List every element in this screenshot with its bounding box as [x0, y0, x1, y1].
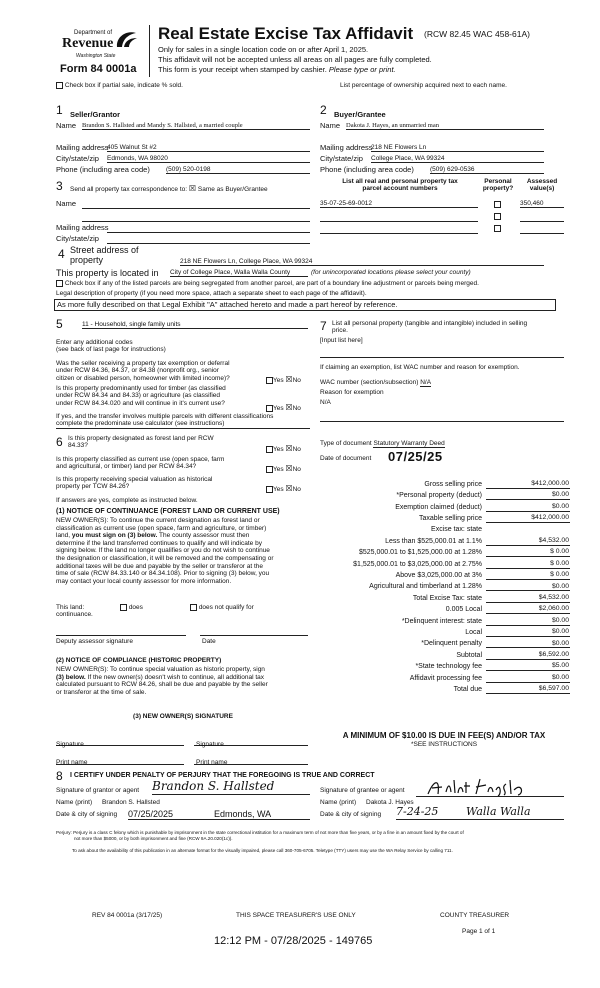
owner-print-label-2: Print name — [196, 759, 228, 766]
tax-row-value[interactable]: $0.00 — [486, 503, 570, 512]
grantor-date-label: Date & city of signing — [56, 811, 118, 818]
predominant-use-note: If yes, and the transfer involves multiple parcels with different classifications complete the predominate use calculator (see instructions) — [56, 413, 310, 429]
deputy-signature-label: Deputy assessor signature — [56, 638, 133, 645]
tax-row-value[interactable]: $0.00 — [486, 617, 570, 626]
section-7-number: 7 — [320, 319, 327, 333]
parcel-number-field-3[interactable] — [320, 225, 478, 234]
tax-row-label: Gross selling price — [424, 480, 482, 488]
tax-row-value[interactable]: $ 0.00 — [486, 571, 570, 580]
grantee-date-field[interactable]: 7-24-25 — [396, 806, 456, 820]
ownership-pct-note: List percentage of ownership acquired next to each name. — [340, 82, 507, 89]
tax-row — [320, 503, 570, 512]
segregation-row: Check box if any of the listed parcels are being segregated from another parcel, are part of a boundary line adjustment or parcels being merged. — [56, 280, 556, 288]
continuance-text: NEW OWNER(S): To continue the current designation as forest land or classification as current use (open space, farm and agriculture, or timber) land, you must sign on (3) below. The county assessor must then determine if the land transferred continues to qualify and will indicate by signing below. If the land no longer qualifies or you do not wish to continue the designation or classification, it will be removed and the compensating or additional taxes will be due and payable by the seller or transferor at the time of sale (RCW 84.33.140 or 84.34.108). Prior to signing (3) below, you may contact your local county assessor for more information. — [56, 517, 274, 585]
tax-row — [320, 605, 570, 614]
tax-row-value[interactable]: $ 0.00 — [486, 548, 570, 557]
seller-city-label: City/state/zip — [56, 154, 99, 163]
dept-label: Department of — [74, 30, 113, 36]
header-line-2: This affidavit will not be accepted unless all areas on all pages are fully completed. — [158, 55, 432, 64]
assessed-value-field-3[interactable] — [520, 225, 564, 234]
certification-statement: I CERTIFY UNDER PENALTY OF PERJURY THAT THE FOREGOING IS TRUE AND CORRECT — [70, 772, 375, 779]
seller-mail-label: Mailing address — [56, 143, 109, 152]
tax-row — [320, 480, 570, 489]
exemption-claim-label: If claiming an exemption, list WAC number and reason for exemption. — [320, 364, 520, 371]
tax-row-label: Subtotal — [456, 651, 482, 659]
tax-row-value[interactable]: $ 0.00 — [486, 560, 570, 569]
header-line-3: This form is your receipt when stamped by cashier. Please type or print. — [158, 65, 396, 74]
exemption-question: Was the seller receiving a property tax exemption or deferral under RCW 84.36, 84.37, or 84.38 (nonprofit org., senior citizen or disabled person, homeowner with limited income)? — [56, 360, 230, 382]
tax-row — [320, 685, 570, 694]
tax-row-label: *Delinquent penalty — [421, 640, 482, 648]
tax-row — [320, 674, 570, 683]
tax-row — [320, 662, 570, 671]
page-number: Page 1 of 1 — [462, 928, 496, 935]
exemption-yes-checkbox[interactable] — [266, 377, 273, 384]
tax-row — [320, 651, 570, 660]
tax-row-label: Taxable selling price — [418, 514, 482, 522]
does-option: does — [120, 604, 143, 612]
owner-print-label-1: Print name — [56, 759, 88, 766]
owner-sig-label-1: Signature — [56, 741, 84, 748]
tax-row-label: *Personal property (deduct) — [396, 492, 482, 500]
form-number: Form 84 0001a — [60, 63, 137, 75]
tax-row-value[interactable]: $412,000.00 — [486, 514, 570, 523]
tax-row-label: $1,525,000.01 to $3,025,000.00 at 2.75% — [353, 560, 482, 568]
street-address-field[interactable]: 218 NE Flowers Ln, College Place, WA 99324 — [180, 258, 544, 266]
personal-property-checkbox-2[interactable] — [494, 213, 501, 220]
if-yes-note: If answers are yes, complete as instructed below. — [56, 497, 198, 504]
tax-row-value[interactable]: $0.00 — [486, 583, 570, 592]
tax-row — [320, 640, 570, 649]
compliance-text: NEW OWNER(S): To continue special valuation as historic property, sign (3) below. If the new owner(s) doesn't wish to continue, all additional tax calculated pursuant to RCW 84.26, shall be due and payable by the seller or transferor at the time of sale. — [56, 666, 268, 696]
personal-property-checkbox-3[interactable] — [494, 225, 501, 232]
tax-row-label: Agricultural and timberland at 1.28% — [369, 583, 482, 591]
exemption-yes-no: Yes ☒No — [266, 375, 301, 384]
grantee-sig-label: Signature of grantee or agent — [320, 787, 405, 794]
tax-row-label: *State technology fee — [415, 663, 482, 671]
tax-row-value[interactable]: $412,000.00 — [486, 480, 570, 489]
rcw-ref: (RCW 82.45 WAC 458-61A) — [424, 29, 530, 39]
section-8-number: 8 — [56, 769, 63, 783]
buyer-city-label: City/state/zip — [320, 154, 363, 163]
current-use-question: Is this property classified as current use (open space, farm and agricultural, or timber) land per RCW 84.34? — [56, 456, 225, 471]
corr-mail-label: Mailing address — [56, 223, 109, 232]
tax-row-value[interactable]: $0.00 — [486, 640, 570, 649]
section-3-number: 3 — [56, 179, 63, 193]
doc-type-row: Type of document Statutory Warranty Deed — [320, 440, 445, 447]
grantor-city-field[interactable]: Edmonds, WA — [200, 809, 310, 820]
correspondence-row: Send all property tax correspondence to: ☒ Same as Buyer/Grantee — [70, 184, 268, 193]
seller-name-field[interactable]: Brandon S. Hallsted and Mandy S. Hallsted, a married couple — [82, 122, 310, 130]
buyer-mail-field[interactable]: 218 NE Flowers Ln — [371, 144, 544, 152]
grantee-city-field[interactable]: Walla Walla — [456, 806, 564, 820]
grantor-name-field[interactable]: Brandon S. Hallsted — [102, 799, 160, 806]
forest-no-checkbox[interactable]: ☒ — [285, 444, 293, 453]
forest-yes-no: Yes ☒No — [266, 444, 301, 453]
forest-question: Is this property designated as forest land per RCW 84.33? — [68, 435, 214, 450]
tax-row — [320, 594, 570, 603]
seller-phone-label: Phone (including area code) — [56, 165, 150, 174]
assessed-header: Assessed value(s) — [526, 178, 558, 193]
corr-name-label: Name — [56, 199, 77, 208]
wac-field[interactable]: N/A — [420, 379, 432, 386]
buyer-phone-field[interactable]: (509) 629-0536 — [430, 166, 544, 174]
partial-sale-row: Check box if partial sale, indicate % sold. — [56, 82, 183, 90]
assessed-value-field[interactable]: 350,460 — [520, 200, 564, 208]
current-use-yes-no: Yes ☒No — [266, 464, 301, 473]
personal-header: Personal property? — [482, 178, 514, 193]
seller-phone-field[interactable]: (509) 520-0198 — [166, 166, 310, 174]
timber-no-checkbox[interactable]: ☒ — [285, 403, 293, 412]
assessed-value-field-2[interactable] — [520, 213, 564, 222]
segregation-checkbox[interactable] — [56, 280, 63, 287]
exemption-no-checkbox[interactable]: ☒ — [285, 375, 293, 384]
legal-desc-label: Legal description of property (if you need more space, attach a separate sheet to each page of the affidavit). — [56, 290, 367, 297]
tax-row — [320, 628, 570, 637]
location-field[interactable]: City of College Place, Walla Walla County — [170, 269, 308, 277]
buyer-city-field[interactable]: College Place, WA 99324 — [371, 155, 544, 163]
tax-row — [320, 571, 570, 580]
tax-row-label: Total due — [453, 685, 482, 693]
timber-question: Is this property predominantly used for timber (as classified under RCW 84.34 and 84.33) or agriculture (as classified under RCW 84.34.020 and will continue in it's current use? — [56, 385, 226, 407]
dor-logo — [56, 26, 146, 78]
tax-row-value[interactable]: $6,597.00 — [486, 685, 570, 694]
buyer-mail-label: Mailing address — [320, 143, 373, 152]
personal-property-label: List all personal property (tangible and intangible) included in selling price. — [332, 320, 528, 335]
personal-property-field[interactable]: [Input list here] — [320, 337, 363, 344]
section-4-number: 4 — [58, 247, 65, 261]
parcel-number-field-2[interactable] — [320, 213, 478, 222]
section-1-number: 1 — [56, 103, 63, 117]
tax-row-label: 0.005 Local — [445, 606, 482, 614]
reason-rule — [320, 421, 564, 422]
state-label: Washington State — [76, 53, 116, 59]
header-line-1: Only for sales in a single location code on or after April 1, 2025. — [158, 45, 369, 54]
revenue-wordmark: Revenue — [62, 36, 114, 51]
corr-city-label: City/state/zip — [56, 234, 99, 243]
grantor-sig-label: Signature of grantor or agent — [56, 787, 140, 794]
tax-row-label: Total Excise Tax: state — [412, 594, 482, 602]
corr-city-field[interactable] — [107, 235, 310, 244]
wac-row: WAC number (section/subsection) N/A — [320, 379, 432, 386]
tax-row — [320, 526, 570, 534]
doc-date-field[interactable]: 07/25/25 — [388, 449, 443, 464]
compliance-title: (2) NOTICE OF COMPLIANCE (HISTORIC PROPERTY) — [56, 657, 222, 664]
tax-row — [320, 491, 570, 500]
additional-codes-label: Enter any additional codes (see back of last page for instructions) — [56, 339, 166, 354]
recording-stamp: 12:12 PM - 07/28/2025 - 149765 — [214, 935, 373, 947]
personal-property-rule — [320, 357, 564, 358]
grantor-date-field[interactable]: 07/25/2025 — [128, 809, 200, 820]
legal-desc-field[interactable]: As more fully described on that Legal Exhibit "A" attached hereto and made a part hereof by reference. — [54, 299, 556, 311]
tax-row-value[interactable]: $4,532.00 — [486, 594, 570, 603]
tax-row — [320, 583, 570, 592]
seller-mail-field[interactable]: 405 Walnut St #2 — [107, 144, 310, 152]
section-2-number: 2 — [320, 103, 327, 117]
minimum-fee-notice: A MINIMUM OF $10.00 IS DUE IN FEE(S) AND/OR TAX — [342, 731, 546, 740]
form-title: Real Estate Excise Tax Affidavit — [158, 24, 414, 43]
does-not-qualify-checkbox[interactable] — [190, 604, 197, 611]
doc-type-field[interactable]: Statutory Warranty Deed — [373, 440, 445, 447]
historic-no-checkbox[interactable]: ☒ — [285, 484, 293, 493]
tax-row-label: Excise tax: state — [431, 525, 482, 533]
deputy-date-line[interactable] — [200, 628, 308, 636]
street-label: Street address of property — [70, 245, 139, 266]
timber-yes-checkbox[interactable] — [266, 405, 273, 412]
tax-row — [320, 617, 570, 626]
treasurer-use-label: THIS SPACE TREASURER'S USE ONLY — [236, 912, 356, 919]
current-use-no-checkbox[interactable]: ☒ — [285, 464, 293, 473]
tax-row-label: Less than $525,000.01 at 1.1% — [385, 537, 482, 545]
grantee-name-label: Name (print) — [320, 799, 357, 806]
partial-sale-checkbox[interactable] — [56, 82, 63, 89]
parcel-header: List all real and personal property tax parcel account numbers — [342, 178, 458, 193]
buyer-phone-label: Phone (including area code) — [320, 165, 414, 174]
land-use-field[interactable]: 11 - Household, single family units — [82, 321, 308, 329]
tax-row-value[interactable]: $0.00 — [486, 674, 570, 683]
historic-yes-checkbox[interactable] — [266, 486, 273, 493]
buyer-name-label: Name — [320, 121, 341, 130]
location-note: (for unincorporated locations please select your county) — [311, 269, 471, 276]
corr-name-field-2[interactable] — [82, 213, 310, 222]
grantee-name-field[interactable]: Dakota J. Hayes — [366, 799, 414, 806]
perjury-notice: Perjury: Perjury is a class C felony which is punishable by imprisonment in the state correctional institution for a maximum term of not more than five years, or by a fine in an amount fixed by the court of not more than $5000, or by both imprisonment and fine (RCW 9A.20.020(1c)). — [56, 830, 464, 841]
tax-row-label: Above $3,025,000.00 at 3% — [395, 571, 482, 579]
does-not-option: does not qualify for — [190, 604, 254, 612]
section-2-title: Buyer/Grantee — [334, 110, 386, 119]
parcel-number-field[interactable]: 35-07-25-69-0012 — [320, 200, 478, 208]
tax-row — [320, 537, 570, 546]
forest-yes-checkbox[interactable] — [266, 446, 273, 453]
continuance-title: (1) NOTICE OF CONTINUANCE (FOREST LAND OR CURRENT USE) — [56, 508, 280, 515]
personal-property-checkbox-1[interactable] — [494, 201, 501, 208]
tax-row-label: $525,000.01 to $1,525,000.00 at 1.28% — [359, 549, 482, 557]
timber-yes-no: Yes ☒No — [266, 403, 301, 412]
tax-row-label: Exemption claimed (deduct) — [395, 503, 482, 511]
tax-row-value[interactable]: $0.00 — [486, 491, 570, 500]
deputy-signature-line[interactable] — [56, 628, 186, 636]
see-instructions: *SEE INSTRUCTIONS — [410, 741, 478, 748]
tax-row-value[interactable]: $0.00 — [486, 628, 570, 637]
this-land-label: This land: continuance. — [56, 604, 93, 619]
current-use-yes-checkbox[interactable] — [266, 466, 273, 473]
historic-question: Is this property receiving special valuation as historical property per TCW 84.26? — [56, 476, 213, 491]
section-5-number: 5 — [56, 317, 63, 331]
tax-row — [320, 548, 570, 557]
section-6-number: 6 — [56, 435, 63, 449]
header-divider — [149, 25, 150, 77]
grantee-sig-line — [416, 796, 564, 797]
seller-name-label: Name — [56, 121, 77, 130]
grantee-date-label: Date & city of signing — [320, 811, 382, 818]
reason-field[interactable]: N/A — [320, 399, 331, 406]
same-as-buyer-checkbox[interactable]: ☒ — [188, 184, 197, 193]
corr-name-field[interactable] — [82, 200, 310, 209]
revision-label: REV 84 0001a (3/17/25) — [92, 912, 163, 919]
tax-row-label: Affidavit processing fee — [409, 674, 482, 682]
deputy-date-label: Date — [202, 638, 216, 645]
doc-date-label: Date of document — [320, 455, 372, 462]
owner-sig-label-2: Signature — [196, 741, 224, 748]
corr-mail-field[interactable] — [107, 224, 310, 233]
grantor-signature[interactable]: Brandon S. Hallsted — [152, 780, 310, 795]
historic-yes-no: Yes ☒No — [266, 484, 301, 493]
tax-row-value[interactable]: $6,592.00 — [486, 651, 570, 660]
tax-row — [320, 560, 570, 569]
dor-swoosh-icon — [114, 29, 140, 51]
tax-row-label: Local — [465, 628, 482, 636]
grantee-signature[interactable] — [424, 776, 534, 798]
tax-calculation-table — [320, 480, 570, 720]
reason-label: Reason for exemption — [320, 389, 384, 396]
tax-row — [320, 514, 570, 523]
seller-city-field[interactable]: Edmonds, WA 98020 — [107, 155, 310, 163]
grantor-name-label: Name (print) — [56, 799, 93, 806]
does-qualify-checkbox[interactable] — [120, 604, 127, 611]
section-1-title: Seller/Grantor — [70, 110, 121, 119]
buyer-name-field[interactable]: Dakota J. Hayes, an unmarried man — [346, 122, 544, 130]
location-label: This property is located in — [56, 268, 159, 278]
accessibility-notice: To ask about the availability of this publication in an alternate format for the visually impaired, please call 360-705-6705. Teletype (TTY) users may use the WA Relay Service by calling 711. — [72, 848, 453, 853]
tax-row-value[interactable]: $5.00 — [486, 662, 570, 671]
tax-row-value[interactable]: $2,060.00 — [486, 605, 570, 614]
tax-row-value[interactable]: $4,532.00 — [486, 537, 570, 546]
tax-row-label: *Delinquent interest: state — [401, 617, 482, 625]
county-treasurer-label: COUNTY TREASURER — [440, 912, 510, 919]
new-owner-signature-title: (3) NEW OWNER(S) SIGNATURE — [133, 713, 233, 720]
